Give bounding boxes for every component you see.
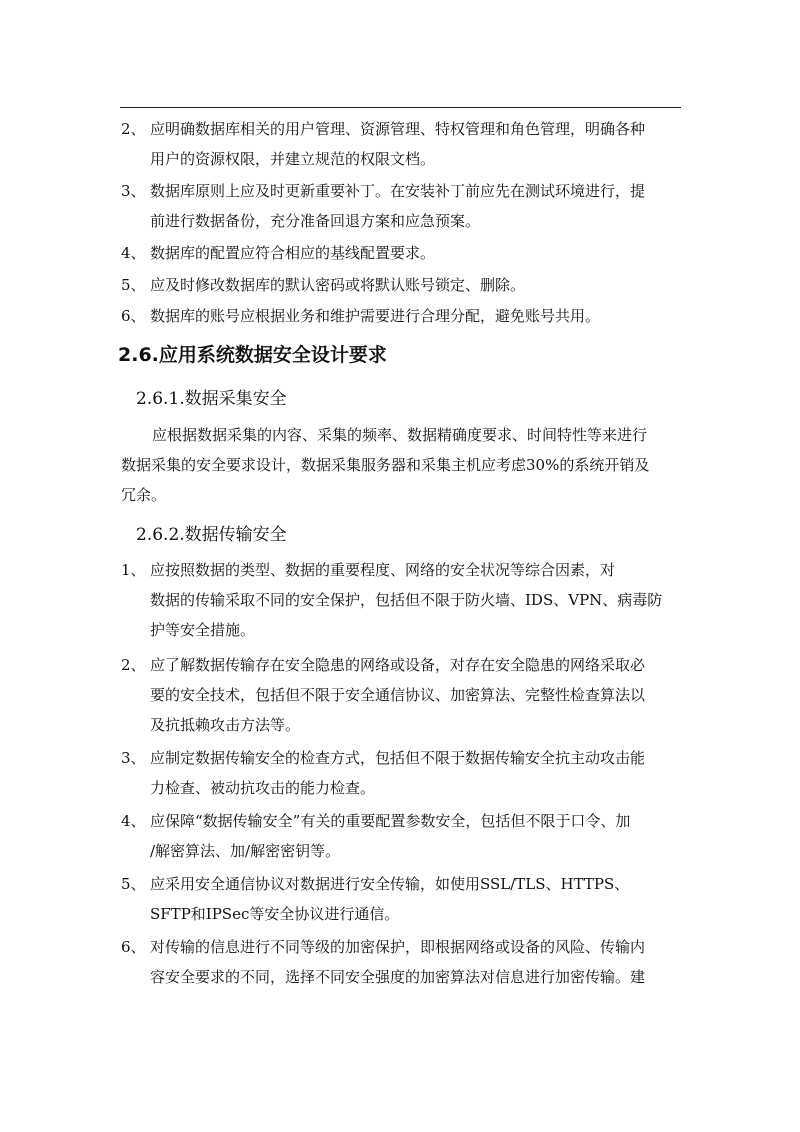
list-text-line: 数据库原则上应及时更新重要补丁。在安装补丁前应先在测试环境进行，提: [150, 182, 646, 200]
subsection-heading: 2.6.2.数据传输安全: [136, 525, 287, 545]
list-number: 3、: [121, 749, 146, 767]
list-text-line: 应制定数据传输安全的检查方式，包括但不限于数据传输安全抗主动攻击能: [150, 749, 646, 767]
section-heading: 2.6.应用系统数据安全设计要求: [118, 344, 387, 366]
list-text-line: 应保障“数据传输安全”有关的重要配置参数安全，包括但不限于口令、加: [150, 812, 631, 830]
paragraph-line: 冗余。: [121, 486, 167, 504]
list-text-line: 数据库的账号应根据业务和维护需要进行合理分配，避免账号共用。: [150, 307, 601, 325]
list-text-line: 应及时修改数据库的默认密码或将默认账号锁定、删除。: [150, 276, 526, 294]
paragraph-line: 应根据数据采集的内容、采集的频率、数据精确度要求、时间特性等来进行: [152, 426, 648, 444]
list-text-line: 及抗抵赖攻击方法等。: [150, 716, 301, 734]
list-number: 6、: [121, 938, 146, 956]
list-number: 3、: [121, 182, 146, 200]
list-number: 4、: [121, 244, 146, 262]
list-text-line: 容安全要求的不同，选择不同安全强度的加密算法对信息进行加密传输。建: [150, 968, 646, 986]
list-number: 2、: [121, 120, 146, 138]
list-text-line: 力检查、被动抗攻击的能力检查。: [150, 779, 376, 797]
list-text-line: 前进行数据备份，充分准备回退方案和应急预案。: [150, 212, 481, 230]
list-number: 5、: [121, 276, 146, 294]
list-text-line: 数据库的配置应符合相应的基线配置要求。: [150, 244, 436, 262]
list-text-line: SFTP和IPSec等安全协议进行通信。: [150, 905, 400, 923]
paragraph-line: 数据采集的安全要求设计，数据采集服务器和采集主机应考虑30%的系统开销及: [121, 456, 650, 474]
header-rule: [120, 107, 681, 108]
list-text-line: 应按照数据的类型、数据的重要程度、网络的安全状况等综合因素，对: [150, 561, 616, 579]
list-number: 4、: [121, 812, 146, 830]
list-text-line: /解密算法、加/解密密钥等。: [150, 842, 341, 860]
list-number: 5、: [121, 875, 146, 893]
list-text-line: 应明确数据库相关的用户管理、资源管理、特权管理和角色管理，明确各种: [150, 120, 646, 138]
list-text-line: 数据的传输采取不同的安全保护，包括但不限于防火墙、IDS、VPN、病毒防: [150, 591, 663, 609]
list-text-line: 护等安全措施。: [150, 621, 256, 639]
list-text-line: 对传输的信息进行不同等级的加密保护，即根据网络或设备的风险、传输内: [150, 938, 646, 956]
subsection-heading: 2.6.1.数据采集安全: [136, 389, 287, 409]
list-text-line: 用户的资源权限，并建立规范的权限文档。: [150, 150, 436, 168]
list-text-line: 应采用安全通信协议对数据进行安全传输，如使用SSL/TLS、HTTPS、: [150, 875, 630, 893]
list-number: 1、: [121, 561, 146, 579]
list-text-line: 要的安全技术，包括但不限于安全通信协议、加密算法、完整性检查算法以: [150, 686, 646, 704]
list-text-line: 应了解数据传输存在安全隐患的网络或设备，对存在安全隐患的网络采取必: [150, 656, 646, 674]
list-number: 6、: [121, 307, 146, 325]
list-number: 2、: [121, 656, 146, 674]
